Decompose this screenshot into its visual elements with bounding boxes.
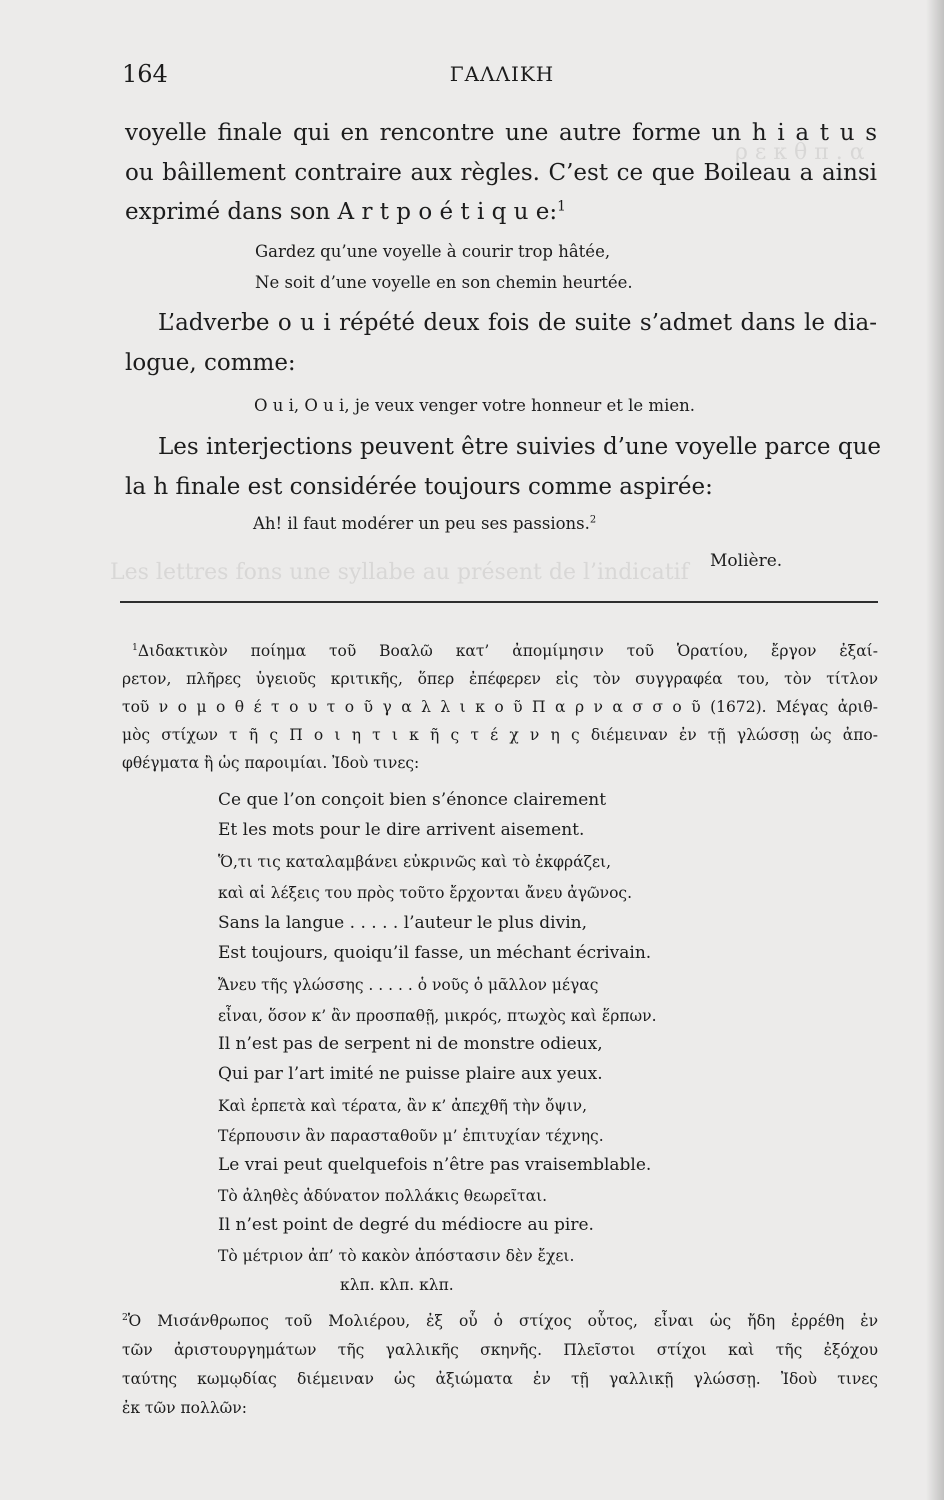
quote-line: εἶναι, ὅσον κ’ ἂν προσπαθῇ, μικρός, πτωχὸς καὶ ἕρπων. [218,1007,657,1025]
quote-line: Τὸ ἀληθὲς ἀδύνατον πολλάκις θεωρεῖται. [218,1187,548,1205]
running-head: ΓΑΛΛΙΚΗ [449,62,555,86]
attribution: Molière. [710,551,783,571]
quote-line: Ὅ,τι τις καταλαμβάνει εὐκρινῶς καὶ τὸ ἐκφράζει, [218,853,612,871]
footnote-marker: 2 [122,1311,128,1323]
quote-line: Καὶ ἑρπετὰ καὶ τέρατα, ἂν κ’ ἀπεχθῆ τὴν ὄψιν, [218,1097,588,1115]
page-number: 164 [122,60,168,88]
footnote-rule [120,601,878,603]
quote-line: Sans la langue . . . . . l’auteur le plus divin, [218,913,587,933]
verse-line-with-note [253,514,596,533]
footnote-line: φθέγματα ἢ ὡς παροιμίαι. Ἰδοὺ τινες: [122,754,420,772]
body-line: voyelle finale qui en rencontre une autre forme un h i a t u s [125,120,877,146]
footnote-marker: 1 [132,641,138,653]
quote-line: Il n’est point de degré du médiocre au pire. [218,1215,594,1235]
quote-line: Le vrai peut quelquefois n’être pas vraisemblable. [218,1155,652,1175]
page-edge-shadow [926,0,944,1500]
quote-line: Ἄνευ τῆς γλώσσης . . . . . ὁ νοῦς ὁ μᾶλλον μέγας [218,976,599,994]
etc-line: κλπ. κλπ. κλπ. [340,1276,454,1294]
footnote-line: τῶν ἀριστουργημάτων τῆς γαλλικῆς σκηνῆς. Πλεῖστοι στίχοι καὶ τῆς ἐξόχου [122,1341,878,1359]
body-line: L’adverbe o u i répété deux fois de suite s’admet dans le dia- [158,310,877,336]
verse-line: Gardez qu’une voyelle à courir trop hâtée, [255,242,611,261]
page-header [122,60,882,90]
body-line: exprimé dans son A r t p o é t i q u e: [125,199,558,225]
footnote-ref: 1 [557,198,566,215]
body-line-with-note [125,199,566,225]
quote-line: Τέρπουσιν ἂν παρασταθοῦν μ’ ἐπιτυχίαν τέχνης. [218,1127,604,1145]
show-through-text: ρ ε κ θ π . α [735,140,865,165]
footnote-ref: 2 [589,514,597,526]
footnote-line: μὸς στίχων τ ῆ ς Π ο ι η τ ι κ ῆ ς τ έ χ ν η ς διέμειναν ἐν τῇ γλώσσῃ ὡς ἀπο- [122,726,878,744]
footnote-text: Διδακτικὸν ποίημα τοῦ Βοαλῶ κατ’ ἀπομίμησιν τοῦ Ὁρατίου, ἔργον ἐξαί- [137,642,878,660]
verse-line: Ne soit d’une voyelle en son chemin heurtée. [255,273,633,292]
footnote-line [132,642,878,660]
body-line: Les interjections peuvent être suivies d’une voyelle parce que [158,434,881,460]
quote-line: Est toujours, quoiqu’il fasse, un méchant écrivain. [218,943,652,963]
quote-line: Il n’est pas de serpent ni de monstre odieux, [218,1034,603,1054]
verse-line: Ah! il faut modérer un peu ses passions. [253,514,590,533]
quote-line: Τὸ μέτριον ἀπ’ τὸ κακὸν ἀπόστασιν δὲν ἔχει. [218,1247,575,1265]
footnote-text: Ὁ Μισάνθρωπος τοῦ Μολιέρου, ἐξ οὗ ὁ στίχος οὗτος, εἶναι ὡς ἤδη ἐρρέθη ἐν [127,1312,878,1330]
quote-line: Et les mots pour le dire arrivent aisement. [218,820,585,840]
verse-line: O u i, O u i, je veux venger votre honneur et le mien. [254,396,695,415]
body-line: ou bâillement contraire aux règles. C’est ce que Boileau a ainsi [125,160,877,186]
quote-line: Qui par l’art imité ne puisse plaire aux yeux. [218,1064,603,1084]
footnote-line: τοῦ ν ο μ ο θ έ τ ο υ τ ο ῦ γ α λ λ ι κ ο ῦ Π α ρ ν α σ σ ο ῦ (1672). Μέγας ἀριθ- [122,698,878,716]
show-through-text: Les lettres fons une syllabe au présent de l’indicatif [110,560,689,585]
footnote-line: ταύτης κωμῳδίας διέμειναν ὡς ἀξιώματα ἐν τῇ γαλλικῇ γλώσσῃ. Ἰδοὺ τινες [122,1370,878,1388]
footnote-line [122,1312,878,1330]
quote-line: Ce que l’on conçoit bien s’énonce clairement [218,790,607,810]
quote-line: καὶ αἱ λέξεις του πρὸς τοῦτο ἔρχονται ἄνευ ἀγῶνος. [218,884,633,902]
body-line: logue, comme: [125,350,296,376]
footnote-line: ρετον, πλῆρες ὑγειοῦς κριτικῆς, ὅπερ ἐπέφερεν εἰς τὸν συγγραφέα του, τὸν τίτλον [122,670,878,688]
footnote-line: ἐκ τῶν πολλῶν: [122,1399,247,1417]
body-line: la h finale est considérée toujours comme aspirée: [125,474,713,500]
